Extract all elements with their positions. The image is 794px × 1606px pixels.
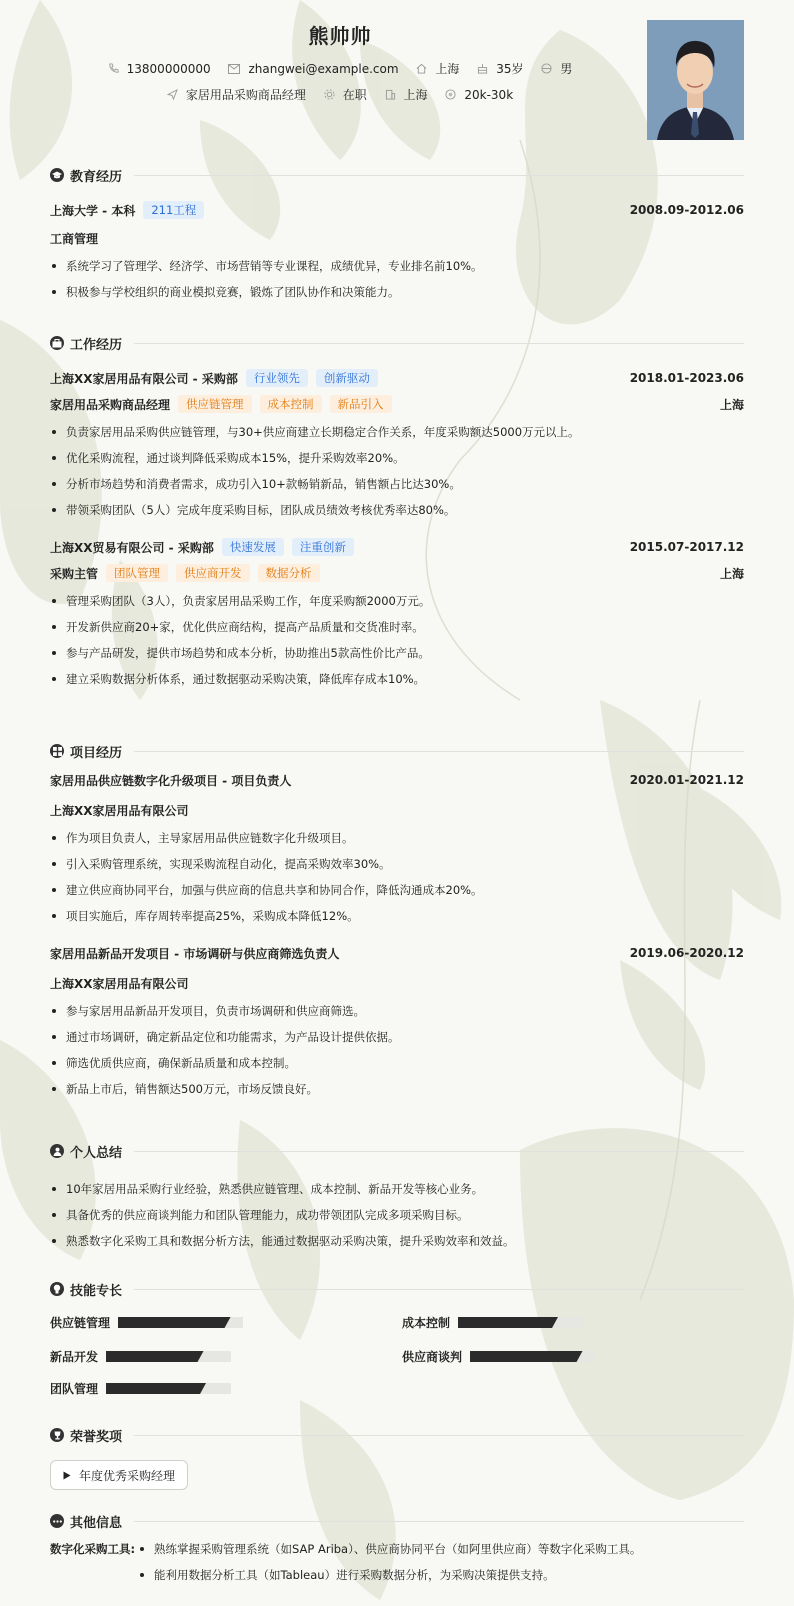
section-divider bbox=[134, 1151, 744, 1152]
candidate-name: 熊帅帅 bbox=[308, 24, 372, 48]
job-city: 上海 bbox=[719, 566, 744, 581]
job-city: 上海 bbox=[719, 397, 744, 412]
list-item: 带领采购团队（5人）完成年度采购目标，团队成员绩效考核优秀率达80%。 bbox=[50, 497, 744, 523]
skill-bar bbox=[106, 1383, 231, 1394]
project-org: 上海XX家居用品有限公司 bbox=[50, 803, 189, 818]
skill-bar-fill bbox=[106, 1383, 206, 1394]
salary-text: 20k-30k bbox=[464, 87, 514, 102]
work-section bbox=[50, 332, 744, 692]
job-company-row bbox=[50, 366, 744, 390]
project-date: 2020.01-2021.12 bbox=[629, 773, 744, 787]
list-item: 建立供应商协同平台，加强与供应商的信息共享和协同合作，降低沟通成本20%。 bbox=[50, 877, 744, 903]
section-divider bbox=[134, 751, 744, 752]
more-icon bbox=[50, 1514, 64, 1528]
job-position-row bbox=[50, 392, 744, 416]
profile-photo bbox=[647, 20, 744, 140]
user-icon bbox=[50, 1144, 64, 1158]
job-date: 2018.01-2023.06 bbox=[629, 371, 744, 385]
status-item bbox=[324, 86, 367, 103]
list-item: 积极参与学校组织的商业模拟竞赛，锻炼了团队协作和决策能力。 bbox=[50, 279, 744, 305]
list-item: 作为项目负责人，主导家居用品供应链数字化升级项目。 bbox=[50, 825, 744, 851]
skill-name: 供应链管理 bbox=[50, 1316, 111, 1330]
status-text: 在职 bbox=[342, 88, 367, 102]
position-name: 家居用品采购商品经理 bbox=[50, 397, 171, 412]
other-section bbox=[50, 1510, 744, 1588]
job-bullets bbox=[50, 419, 744, 523]
home-icon bbox=[416, 63, 427, 74]
job-position-row bbox=[50, 561, 744, 585]
skills-section bbox=[50, 1278, 744, 1398]
other-label: 数字化采购工具: bbox=[50, 1542, 136, 1556]
skill-bar bbox=[118, 1317, 243, 1328]
gender-text: 男 bbox=[560, 62, 573, 76]
projects-heading: 项目经历 bbox=[50, 740, 744, 762]
summary-heading: 个人总结 bbox=[50, 1140, 744, 1162]
skill-tag: 成本控制 bbox=[260, 395, 322, 413]
list-item: 新品上市后，销售额达500万元，市场反馈良好。 bbox=[50, 1076, 744, 1102]
school-name: 上海大学 - 本科 bbox=[50, 203, 136, 218]
project-title-row bbox=[50, 941, 744, 965]
resume-header bbox=[0, 18, 794, 158]
major-name: 工商管理 bbox=[50, 231, 99, 246]
education-bullets bbox=[50, 253, 744, 305]
section-divider bbox=[134, 175, 744, 176]
contact-line bbox=[0, 60, 680, 77]
location-item bbox=[416, 60, 459, 77]
skills-heading: 技能专长 bbox=[50, 1278, 744, 1300]
company-tag: 快速发展 bbox=[222, 538, 284, 556]
target-city-item bbox=[385, 86, 428, 103]
skill-tag: 供应商开发 bbox=[176, 564, 250, 582]
list-item: 参与家居用品新品开发项目，负责市场调研和供应商筛选。 bbox=[50, 998, 744, 1024]
gear-icon bbox=[324, 89, 335, 100]
trophy-icon bbox=[50, 1428, 64, 1442]
skill-item bbox=[50, 1380, 231, 1397]
project-name: 家居用品新品开发项目 - 市场调研与供应商筛选负责人 bbox=[50, 946, 340, 961]
project-bullets bbox=[50, 825, 744, 929]
list-item: 系统学习了管理学、经济学、市场营销等专业课程，成绩优异，专业排名前10%。 bbox=[50, 253, 744, 279]
age-item bbox=[477, 60, 523, 77]
send-icon bbox=[167, 89, 178, 100]
skill-name: 团队管理 bbox=[50, 1382, 99, 1396]
summary-section bbox=[50, 1140, 744, 1254]
gender-item bbox=[541, 60, 572, 77]
building-icon bbox=[385, 89, 396, 100]
company-tag: 行业领先 bbox=[246, 369, 308, 387]
skill-bar-fill bbox=[118, 1317, 231, 1328]
list-item: 优化采购流程，通过谈判降低采购成本15%，提升采购效率20%。 bbox=[50, 445, 744, 471]
other-bullets bbox=[138, 1536, 641, 1588]
coin-icon bbox=[445, 89, 456, 100]
list-item: 熟练掌握采购管理系统（如SAP Ariba）、供应商协同平台（如阿里供应商）等数字化采购工具。 bbox=[138, 1536, 641, 1562]
project-date: 2019.06-2020.12 bbox=[629, 946, 744, 960]
email-item bbox=[228, 62, 398, 76]
list-item: 通过市场调研，确定新品定位和功能需求，为产品设计提供依据。 bbox=[50, 1024, 744, 1050]
education-school-row bbox=[50, 198, 744, 222]
company-name: 上海XX贸易有限公司 - 采购部 bbox=[50, 540, 214, 555]
other-heading: 其他信息 bbox=[50, 1510, 744, 1532]
skill-item bbox=[50, 1314, 243, 1331]
list-item: 开发新供应商20+家，优化供应商结构，提高产品质量和交货准时率。 bbox=[50, 614, 744, 640]
list-item: 筛选优质供应商，确保新品质量和成本控制。 bbox=[50, 1050, 744, 1076]
skill-bar-fill bbox=[470, 1351, 583, 1362]
awards-section bbox=[50, 1424, 744, 1490]
lightbulb-icon bbox=[50, 1282, 64, 1296]
cake-icon bbox=[477, 63, 488, 74]
skill-bar bbox=[470, 1351, 595, 1362]
email-address: zhangwei@example.com bbox=[248, 62, 399, 76]
education-heading: 教育经历 bbox=[50, 164, 744, 186]
skill-tag: 数据分析 bbox=[258, 564, 320, 582]
mail-icon bbox=[228, 64, 240, 74]
skill-bar-fill bbox=[106, 1351, 204, 1362]
awards-heading: 荣誉奖项 bbox=[50, 1424, 744, 1446]
section-divider bbox=[134, 1521, 744, 1522]
list-item: 项目实施后，库存周转率提高25%，采购成本降低12%。 bbox=[50, 903, 744, 929]
section-divider bbox=[134, 1289, 744, 1290]
award-name: 年度优秀采购经理 bbox=[79, 1468, 176, 1483]
list-item: 参与产品研发，提供市场趋势和成本分析，协助推出5款高性价比产品。 bbox=[50, 640, 744, 666]
skill-name: 供应商谈判 bbox=[402, 1350, 463, 1364]
skill-item bbox=[402, 1314, 583, 1331]
school-tag: 211工程 bbox=[143, 201, 204, 219]
education-section bbox=[50, 164, 744, 305]
company-name: 上海XX家居用品有限公司 - 采购部 bbox=[50, 371, 238, 386]
briefcase-icon bbox=[50, 336, 64, 350]
project-org-row bbox=[50, 971, 744, 995]
graduation-cap-icon bbox=[50, 168, 64, 182]
section-divider bbox=[134, 1435, 744, 1436]
position-name: 采购主管 bbox=[50, 566, 99, 581]
skill-name: 新品开发 bbox=[50, 1350, 99, 1364]
skill-tag: 新品引入 bbox=[330, 395, 392, 413]
company-tag: 注重创新 bbox=[292, 538, 354, 556]
list-item: 建立采购数据分析体系，通过数据驱动采购决策，降低库存成本10%。 bbox=[50, 666, 744, 692]
phone-number: 13800000000 bbox=[126, 61, 211, 76]
project-bullets bbox=[50, 998, 744, 1102]
summary-bullets bbox=[50, 1176, 744, 1254]
other-info-row bbox=[50, 1536, 744, 1588]
gender-icon bbox=[541, 63, 552, 74]
project-org-row bbox=[50, 798, 744, 822]
triangle-right-icon bbox=[63, 1471, 71, 1480]
list-item: 熟悉数字化采购工具和数据分析方法，能通过数据驱动采购决策，提升采购效率和效益。 bbox=[50, 1228, 744, 1254]
target-city-text: 上海 bbox=[403, 88, 428, 102]
grid-icon bbox=[50, 744, 64, 758]
list-item: 管理采购团队（3人），负责家居用品采购工作，年度采购额2000万元。 bbox=[50, 588, 744, 614]
education-date: 2008.09-2012.06 bbox=[629, 203, 744, 217]
list-item: 能利用数据分析工具（如Tableau）进行采购数据分析，为采购决策提供支持。 bbox=[138, 1562, 641, 1588]
company-tag: 创新驱动 bbox=[316, 369, 378, 387]
list-item: 引入采购管理系统，实现采购流程自动化，提高采购效率30%。 bbox=[50, 851, 744, 877]
skill-name: 成本控制 bbox=[402, 1316, 451, 1330]
salary-item bbox=[445, 88, 513, 102]
skill-bar bbox=[458, 1317, 583, 1328]
project-title-row bbox=[50, 768, 744, 792]
age-text: 35岁 bbox=[496, 62, 524, 76]
job-company-row bbox=[50, 535, 744, 559]
list-item: 具备优秀的供应商谈判能力和团队管理能力，成功带领团队完成多项采购目标。 bbox=[50, 1202, 744, 1228]
education-major-row bbox=[50, 226, 744, 250]
job-title-text: 家居用品采购商品经理 bbox=[185, 88, 306, 102]
skill-bar-fill bbox=[458, 1317, 558, 1328]
section-divider bbox=[134, 343, 744, 344]
list-item: 10年家居用品采购行业经验，熟悉供应链管理、成本控制、新品开发等核心业务。 bbox=[50, 1176, 744, 1202]
job-bullets bbox=[50, 588, 744, 692]
work-heading: 工作经历 bbox=[50, 332, 744, 354]
job-date: 2015.07-2017.12 bbox=[629, 540, 744, 554]
projects-section bbox=[50, 740, 744, 1102]
list-item: 负责家居用品采购供应链管理，与30+供应商建立长期稳定合作关系，年度采购额达5000万元以上。 bbox=[50, 419, 744, 445]
skill-item bbox=[50, 1348, 231, 1365]
location-text: 上海 bbox=[435, 62, 460, 76]
skill-tag: 团队管理 bbox=[106, 564, 168, 582]
job-title-item bbox=[167, 86, 306, 103]
job-intent-line bbox=[0, 86, 680, 103]
project-name: 家居用品供应链数字化升级项目 - 项目负责人 bbox=[50, 773, 292, 788]
project-org: 上海XX家居用品有限公司 bbox=[50, 976, 189, 991]
skill-item bbox=[402, 1348, 595, 1365]
skill-bar bbox=[106, 1351, 231, 1362]
skill-tag: 供应链管理 bbox=[178, 395, 252, 413]
award-badge bbox=[50, 1460, 188, 1490]
phone-icon bbox=[108, 63, 119, 74]
list-item: 分析市场趋势和消费者需求，成功引入10+款畅销新品，销售额占比达30%。 bbox=[50, 471, 744, 497]
phone-item bbox=[108, 62, 211, 76]
